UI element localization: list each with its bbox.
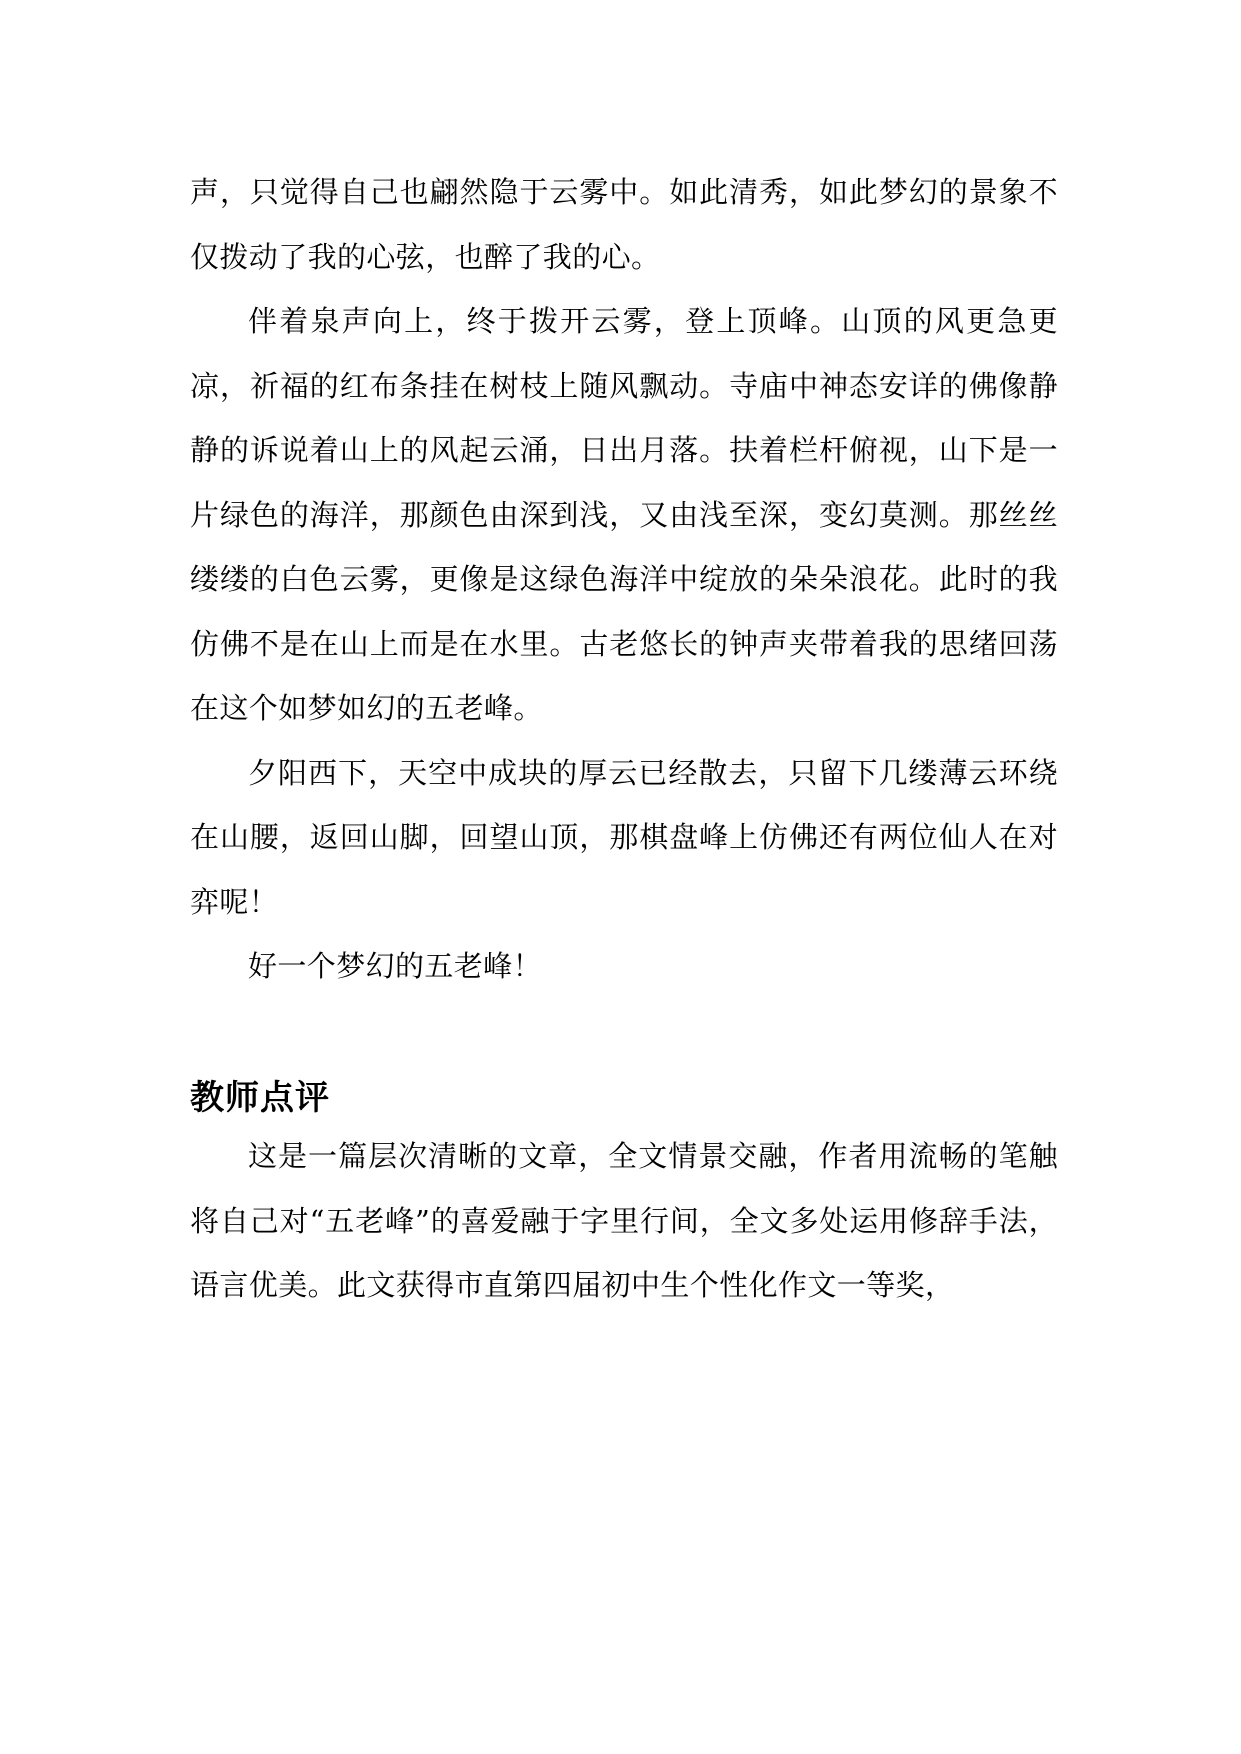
- essay-paragraph-1: 声，只觉得自己也翩然隐于云雾中。如此清秀，如此梦幻的景象不仅拨动了我的心弦，也醉了我的心。: [190, 175, 1058, 274]
- essay-paragraph-3: 夕阳西下，天空中成块的厚云已经散去，只留下几缕薄云环绕在山腰，返回山脚，回望山顶，那棋盘峰上仿佛还有两位仙人在对弈呢！: [190, 755, 1058, 919]
- review-body: [190, 1124, 1058, 1318]
- essay-body: [190, 160, 1058, 999]
- essay-paragraph-4: 好一个梦幻的五老峰！: [248, 949, 543, 983]
- essay-paragraph-2: 伴着泉声向上，终于拨开云雾，登上顶峰。山顶的风更急更凉，祈福的红布条挂在树枝上随风飘动。寺庙中神态安详的佛像静静的诉说着山上的风起云涌，日出月落。扶着栏杆俯视，山下是一片绿色的海洋，那颜色由深到浅，又由浅至深，变幻莫测。那丝丝缕缕的白色云雾，更像是这绿色海洋中绽放的朵朵浪花。此时的我仿佛不是在山上而是在水里。古老悠长的钟声夹带着我的思绪回荡在这个如梦如幻的五老峰。: [190, 304, 1058, 725]
- review-paragraph: 这是一篇层次清晰的文章，全文情景交融，作者用流畅的笔触将自己对“五老峰”的喜爱融于字里行间，全文多处运用修辞手法，语言优美。此文获得市直第四届初中生个性化作文一等奖，: [190, 1139, 1058, 1302]
- review-heading: 教师点评: [190, 1078, 330, 1118]
